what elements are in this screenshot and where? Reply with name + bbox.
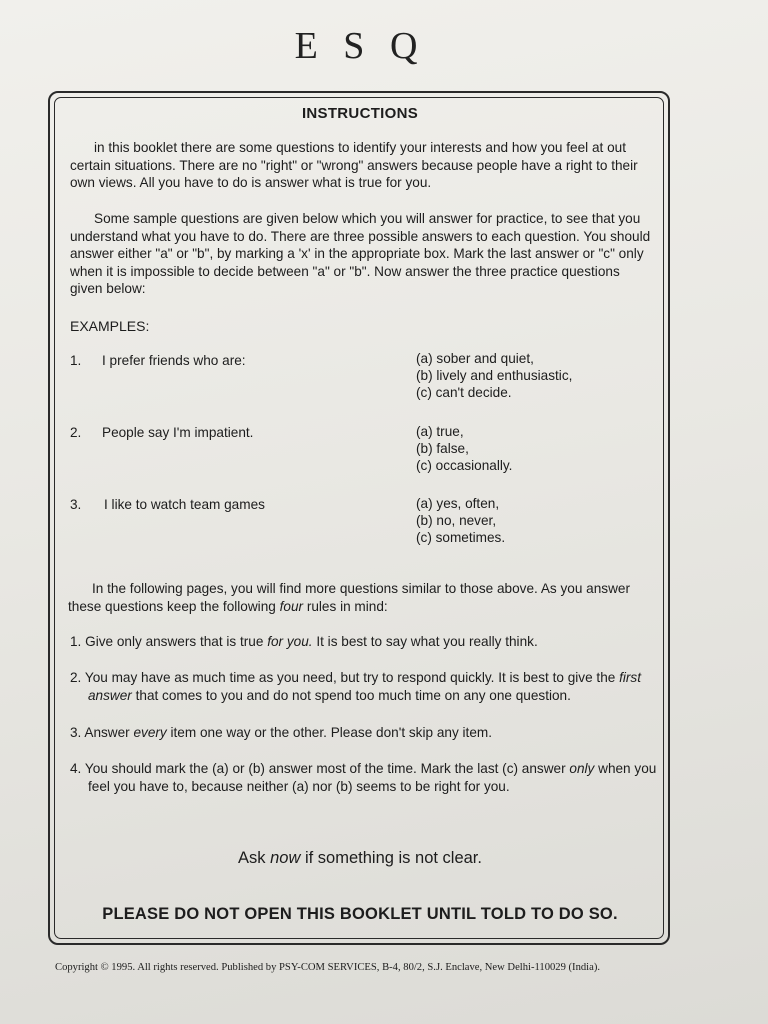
- ask-line-text-start: Ask: [238, 849, 271, 867]
- rule-4-text-start: You should mark the (a) or (b) answer most of the time. Mark the last (c) answer: [84, 761, 570, 776]
- copyright-notice: Copyright © 1995. All rights reserved. Published by PSY-COM SERVICES, B-4, 80/2, S.J. Enclave, New Delhi-110029 (India).: [55, 962, 600, 973]
- example-2-number: 2.: [70, 425, 82, 440]
- example-1-option-c: (c) can't decide.: [416, 385, 512, 400]
- rule-2-text-end: that comes to you and do not spend too much time on any one question.: [131, 688, 571, 703]
- rules-intro-paragraph: [68, 580, 658, 616]
- rule-3-text-end: item one way or the other. Please don't skip any item.: [166, 725, 492, 740]
- rule-1-text-start: Give only answers that is true: [85, 634, 268, 649]
- ask-line-emphasis: now: [270, 849, 301, 867]
- examples-label: EXAMPLES:: [70, 318, 150, 334]
- rule-1: [70, 633, 660, 651]
- example-1-option-a: (a) sober and quiet,: [416, 351, 534, 366]
- example-2-option-c: (c) occasionally.: [416, 458, 513, 473]
- rule-4-number: 4.: [70, 761, 82, 776]
- rules-intro-emphasis: four: [279, 599, 304, 614]
- rule-1-text-end: It is best to say what you really think.: [312, 634, 538, 649]
- rule-1-number: 1.: [70, 634, 82, 649]
- rules-intro-text-end: rules in mind:: [303, 599, 388, 614]
- example-2-option-b: (b) false,: [416, 441, 469, 456]
- rule-4-text-end: when you feel you have to, because neither (a) nor (b) seems to be right for you.: [88, 761, 657, 794]
- example-1-option-b: (b) lively and enthusiastic,: [416, 368, 573, 383]
- example-1-question: I prefer friends who are:: [102, 353, 246, 368]
- example-3-options: [416, 495, 505, 546]
- ask-line-text-end: if something is not clear.: [300, 849, 482, 867]
- rules-intro-text-start: In the following pages, you will find more questions similar to those above. As you answer these questions keep the following: [68, 581, 630, 614]
- document-title: E S Q: [294, 25, 426, 67]
- rule-2-number: 2.: [70, 670, 82, 685]
- example-3-number: 3.: [70, 497, 82, 512]
- rule-2-emphasis: first answer: [88, 670, 641, 703]
- example-1-number: 1.: [70, 353, 82, 368]
- example-3-question: I like to watch team games: [104, 497, 265, 512]
- rule-3-text-start: Answer: [84, 725, 134, 740]
- intro-paragraph-1: in this booklet there are some questions to identify your interests and how you feel at out certain situations. There are no "right" or "wrong" answers because people have a right to their own views. All you have to do is answer what is true for you.: [70, 140, 638, 190]
- rule-4: [70, 760, 660, 796]
- intro-paragraph-2: Some sample questions are given below which you will answer for practice, to see that you understand what you have to do. There are three possible answers to each question. You should answer either "a" or "b", by marking a 'x' in the appropriate box. Mark the last answer or "c" only when it is impossible to decide between "a" or "b". Now answer the three practice questions given below:: [70, 211, 651, 296]
- rule-3-emphasis: every: [133, 725, 167, 740]
- rule-1-emphasis: for you.: [267, 634, 313, 649]
- rule-2-text-start: You may have as much time as you need, but try to respond quickly. It is best to give the: [84, 670, 620, 685]
- rule-3-number: 3.: [70, 725, 82, 740]
- example-2-option-a: (a) true,: [416, 424, 464, 439]
- instructions-heading: INSTRUCTIONS: [301, 105, 419, 122]
- do-not-open-warning: PLEASE DO NOT OPEN THIS BOOKLET UNTIL TOLD TO DO SO.: [102, 905, 618, 923]
- example-3-option-c: (c) sometimes.: [416, 530, 506, 545]
- example-2-question: People say I'm impatient.: [102, 425, 254, 440]
- example-3-option-b: (b) no, never,: [416, 513, 497, 528]
- ask-line: [0, 849, 720, 868]
- rule-3: [70, 724, 660, 742]
- rule-2: [70, 669, 660, 705]
- example-1-options: [416, 350, 572, 401]
- rule-4-emphasis: only: [569, 761, 595, 776]
- example-3-option-a: (a) yes, often,: [416, 496, 500, 511]
- example-2-options: [416, 423, 512, 474]
